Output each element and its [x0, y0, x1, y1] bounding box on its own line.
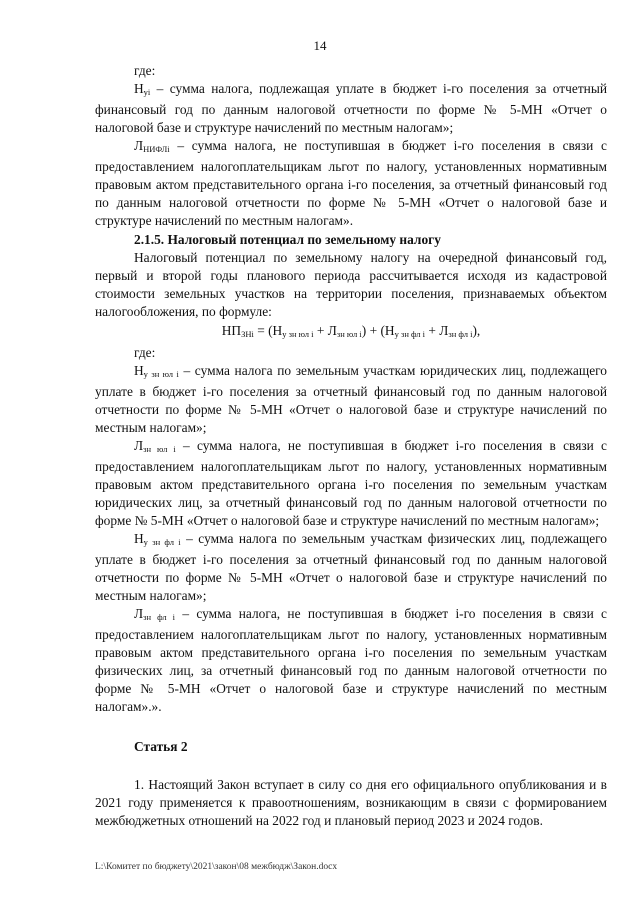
definition-n-zn-fl	[95, 530, 607, 605]
symbol-subscript: уi	[143, 87, 151, 97]
definition-n-zn-yul	[95, 362, 607, 437]
file-path-footer: L:\Комитет по бюджету\2021\закон\08 межбюдж\Закон.docx	[95, 862, 338, 872]
symbol-subscript: зн юл i	[143, 444, 176, 454]
definition-l-zn-yul	[95, 437, 607, 530]
symbol: Н	[134, 81, 144, 96]
definition-text: – сумма налога по земельным участкам юридических лиц, подлежащего уплате в бюджет i-го поселения за отчетный финансовый год по данным налоговой отчетности по форме № 5-МН «Отчет о налоговой базе и структуре начислений по местным налогам»;	[95, 363, 607, 435]
formula-part: ),	[472, 323, 481, 338]
article-title: Статья 2	[134, 739, 188, 754]
formula-sub: у зн фл i	[394, 329, 426, 339]
article-paragraph: 1. Настоящий Закон вступает в силу со дня его официального опубликования и в 2021 году применяется к правоотношениям, возникающим в связи с формированием межбюджетных отношений на 2022 год и плановый период 2023 и 2024 годов.	[95, 777, 607, 828]
formula-sub: зн фл i	[448, 329, 473, 339]
definition-text: – сумма налога, не поступившая в бюджет i-го поселения в связи с предоставлением налогоплательщикам льгот по налогу, установленных нормативным правовым актом представительного органа i-го поселения по земельным участкам физических лиц, за отчетный финансовый год по данным налоговой отчетности по форме № 5-МН «Отчет о налоговой базе и структуре начислений по местным налогам».».	[95, 606, 607, 714]
section-heading: 2.1.5. Налоговый потенциал по земельному налогу	[134, 232, 441, 247]
formula-sub: ЗНi	[241, 329, 254, 339]
symbol-subscript: НИФЛi	[143, 144, 170, 154]
symbol: Л	[134, 438, 144, 453]
definition-text: – сумма налога по земельным участкам физических лиц, подлежащего уплате в бюджет i-го поселения за отчетный финансовый год по данным налоговой отчетности по форме № 5-МН «Отчет о налоговой базе и структуре начислений по местным налогам»;	[95, 531, 607, 603]
formula-lhs: НП	[221, 323, 242, 338]
formula-part: ) + (Н	[361, 323, 395, 338]
symbol: Л	[134, 138, 144, 153]
document-body	[95, 62, 607, 830]
definition-text: – сумма налога, не поступившая в бюджет i-го поселения в связи с предоставлением налогоплательщикам льгот по налогу, установленных нормативным правовым актом представительного органа i-го поселения по земельным участкам юридических лиц, за отчетный финансовый год по данным налоговой отчетности по форме № 5-МН «Отчет о налоговой базе и структуре начислений по местным налогам»;	[95, 438, 607, 528]
symbol: Н	[134, 363, 144, 378]
formula-sub: у зн юл i	[282, 329, 314, 339]
symbol-subscript: зн фл i	[143, 612, 176, 622]
definition-text: – сумма налога, не поступившая в бюджет i-го поселения в связи с предоставлением налогоплательщикам льгот по налогу, установленных нормативным правовым актом представительного органа i-го поселения, за отчетный финансовый год по данным налоговой отчетности по форме № 5-МН «Отчет о налоговой базе и структуре начислений по местным налогам».	[95, 138, 607, 228]
symbol: Л	[134, 606, 144, 621]
page-number: 14	[313, 38, 327, 53]
symbol-subscript: у зн фл i	[143, 537, 181, 547]
symbol: Н	[134, 531, 144, 546]
formula-part: = (Н	[253, 323, 283, 338]
formula-part: + Л	[313, 323, 337, 338]
where-label: где:	[134, 345, 156, 360]
definition-l-nifl	[95, 137, 607, 230]
symbol-subscript: у зн юл i	[143, 369, 179, 379]
intro-paragraph: Налоговый потенциал по земельному налогу на очередной финансовый год, первый и второй годы планового периода рассчитывается исходя из кадастровой стоимости земельных участков на территории поселения, признаваемых объектом налогообложения, по формуле:	[95, 250, 607, 319]
where-label: где:	[134, 63, 156, 78]
formula	[95, 322, 607, 343]
formula-part: + Л	[425, 323, 449, 338]
formula-sub: зн юл i	[336, 329, 362, 339]
definition-l-zn-fl	[95, 605, 607, 716]
definition-n-ui	[95, 80, 607, 137]
definition-text: – сумма налога, подлежащая уплате в бюджет i-го поселения за отчетный финансовый год по данным налоговой отчетности по форме № 5-МН «Отчет о налоговой базе и структуре начислений по местным налогам»;	[95, 81, 607, 135]
